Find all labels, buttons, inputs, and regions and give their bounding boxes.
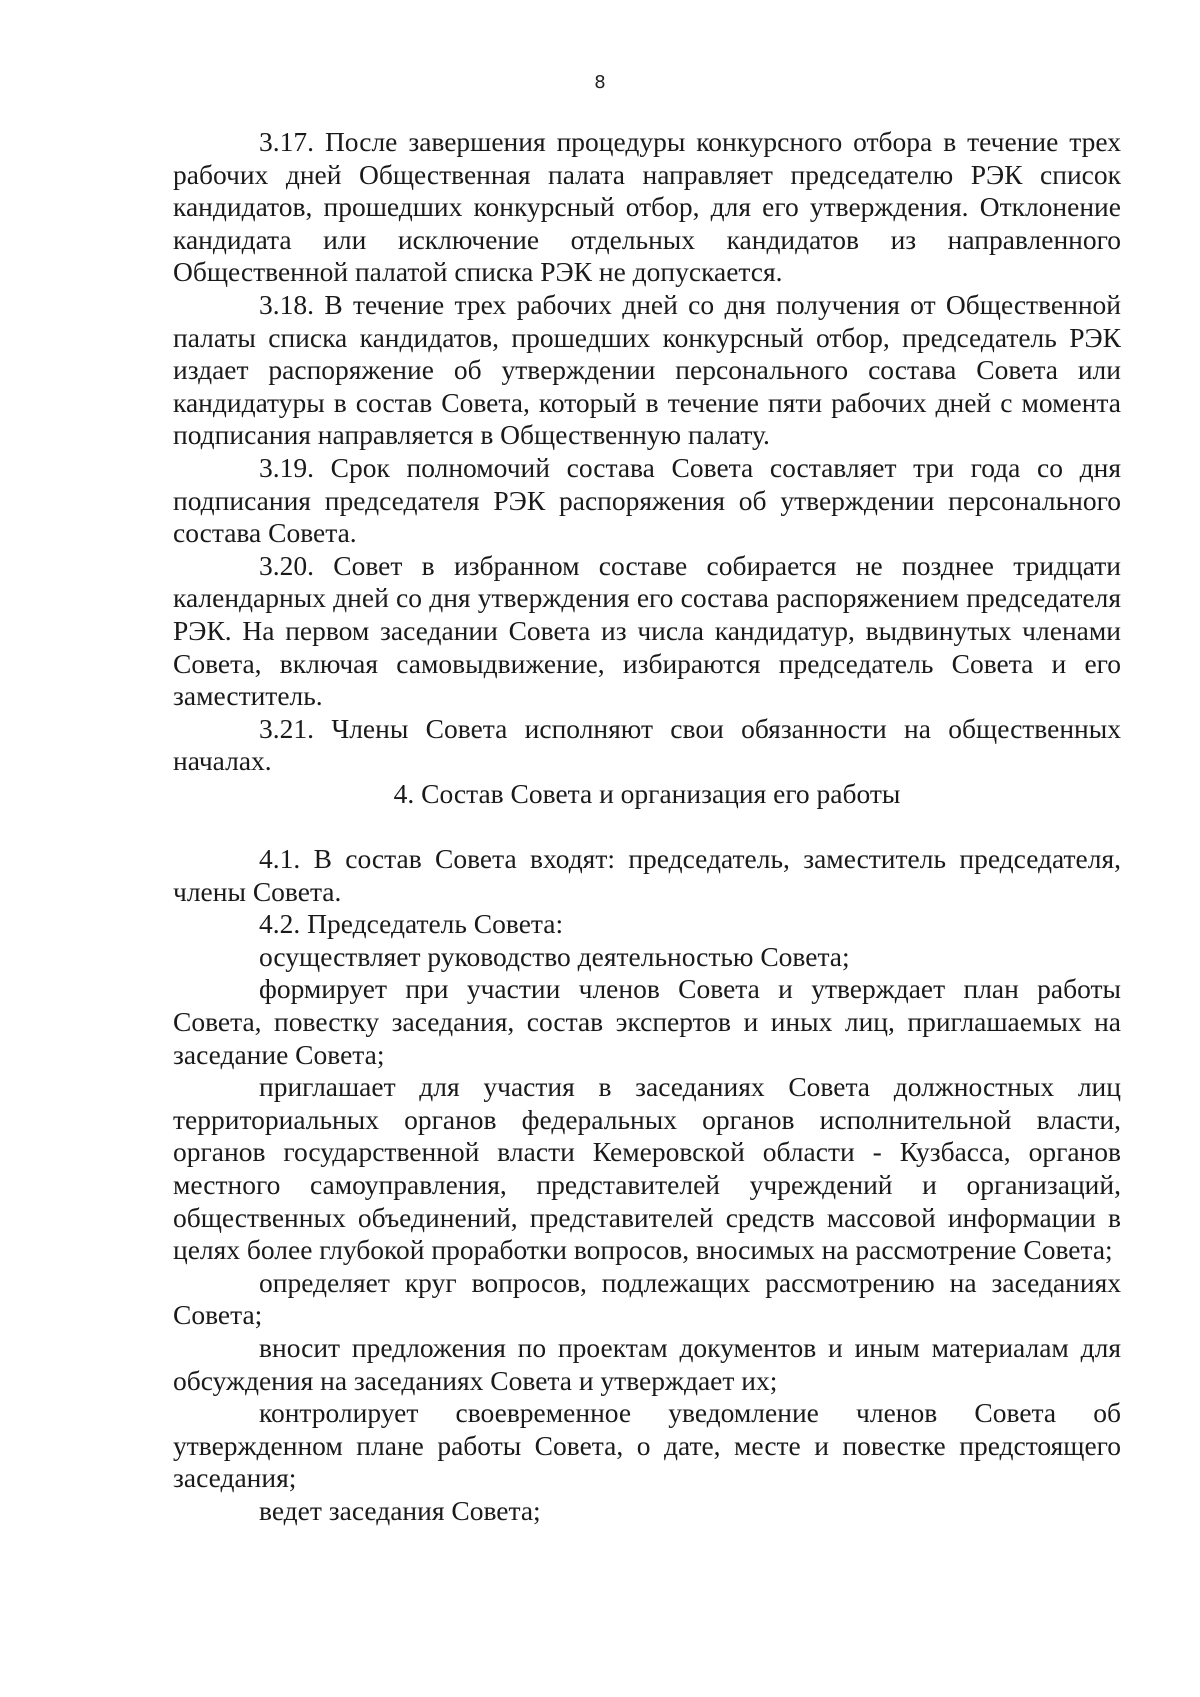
paragraph-3-19: 3.19. Срок полномочий состава Совета составляет три года со дня подписания председателя РЭК распоряжения об утверждении персонального состава Совета.	[173, 451, 1121, 549]
list-item: определяет круг вопросов, подлежащих рассмотрению на заседаниях Совета;	[173, 1266, 1121, 1331]
paragraph-3-20: 3.20. Совет в избранном составе собирается не позднее тридцати календарных дней со дня утверждения его состава распоряжением председателя РЭК. На первом заседании Совета из числа кандидатур, выдвинутых членами Совета, включая самовыдвижение, избираются председатель Совета и его заместитель.	[173, 549, 1121, 712]
paragraph-4-2: 4.2. Председатель Совета:	[259, 908, 564, 940]
list-item: вносит предложения по проектам документов и иным материалам для обсуждения на заседаниях Совета и утверждает их;	[173, 1331, 1121, 1396]
list-item: контролирует своевременное уведомление членов Совета об утвержденном плане работы Совета, о дате, месте и повестке предстоящего заседания;	[173, 1397, 1121, 1494]
paragraph-3-18: 3.18. В течение трех рабочих дней со дня получения от Общественной палаты списка кандидатов, прошедших конкурсный отбор, председатель РЭК издает распоряжение об утверждении персонального состава Совета или кандидатуры в состав Совета, который в течение пяти рабочих дней с момента подписания направляется в Общественную палату.	[173, 288, 1121, 451]
paragraph-3-17: 3.17. После завершения процедуры конкурсного отбора в течение трех рабочих дней Общественная палата направляет председателю РЭК список кандидатов, прошедших конкурсный отбор, для его утверждения. Отклонение кандидата или исключение отдельных кандидатов из направленного Общественной палатой списка РЭК не допускается.	[173, 126, 1121, 288]
paragraph-3-21: 3.21. Члены Совета исполняют свои обязанности на общественных началах.	[173, 712, 1121, 777]
list-item: осуществляет руководство деятельностью Совета;	[259, 940, 850, 972]
paragraph-4-1: 4.1. В состав Совета входят: председатель, заместитель председателя, члены Совета.	[173, 843, 1121, 907]
document-body	[173, 126, 1121, 1528]
list-item: приглашает для участия в заседаниях Совета должностных лиц территориальных органов федеральных органов исполнительной власти, органов государственной власти Кемеровской области - Кузбасса, органов местного самоуправления, представителей учреждений и организаций, общественных объединений, представителей средств массовой информации в целях более глубокой проработки вопросов, вносимых на рассмотрение Совета;	[173, 1071, 1121, 1266]
list-item: ведет заседания Совета;	[259, 1494, 541, 1526]
list-item: формирует при участии членов Совета и утверждает план работы Совета, повестку заседания, состав экспертов и иных лиц, приглашаемых на заседание Совета;	[173, 973, 1121, 1070]
page-number: 8	[594, 72, 606, 93]
section-heading: 4. Состав Совета и организация его работы	[393, 777, 901, 809]
